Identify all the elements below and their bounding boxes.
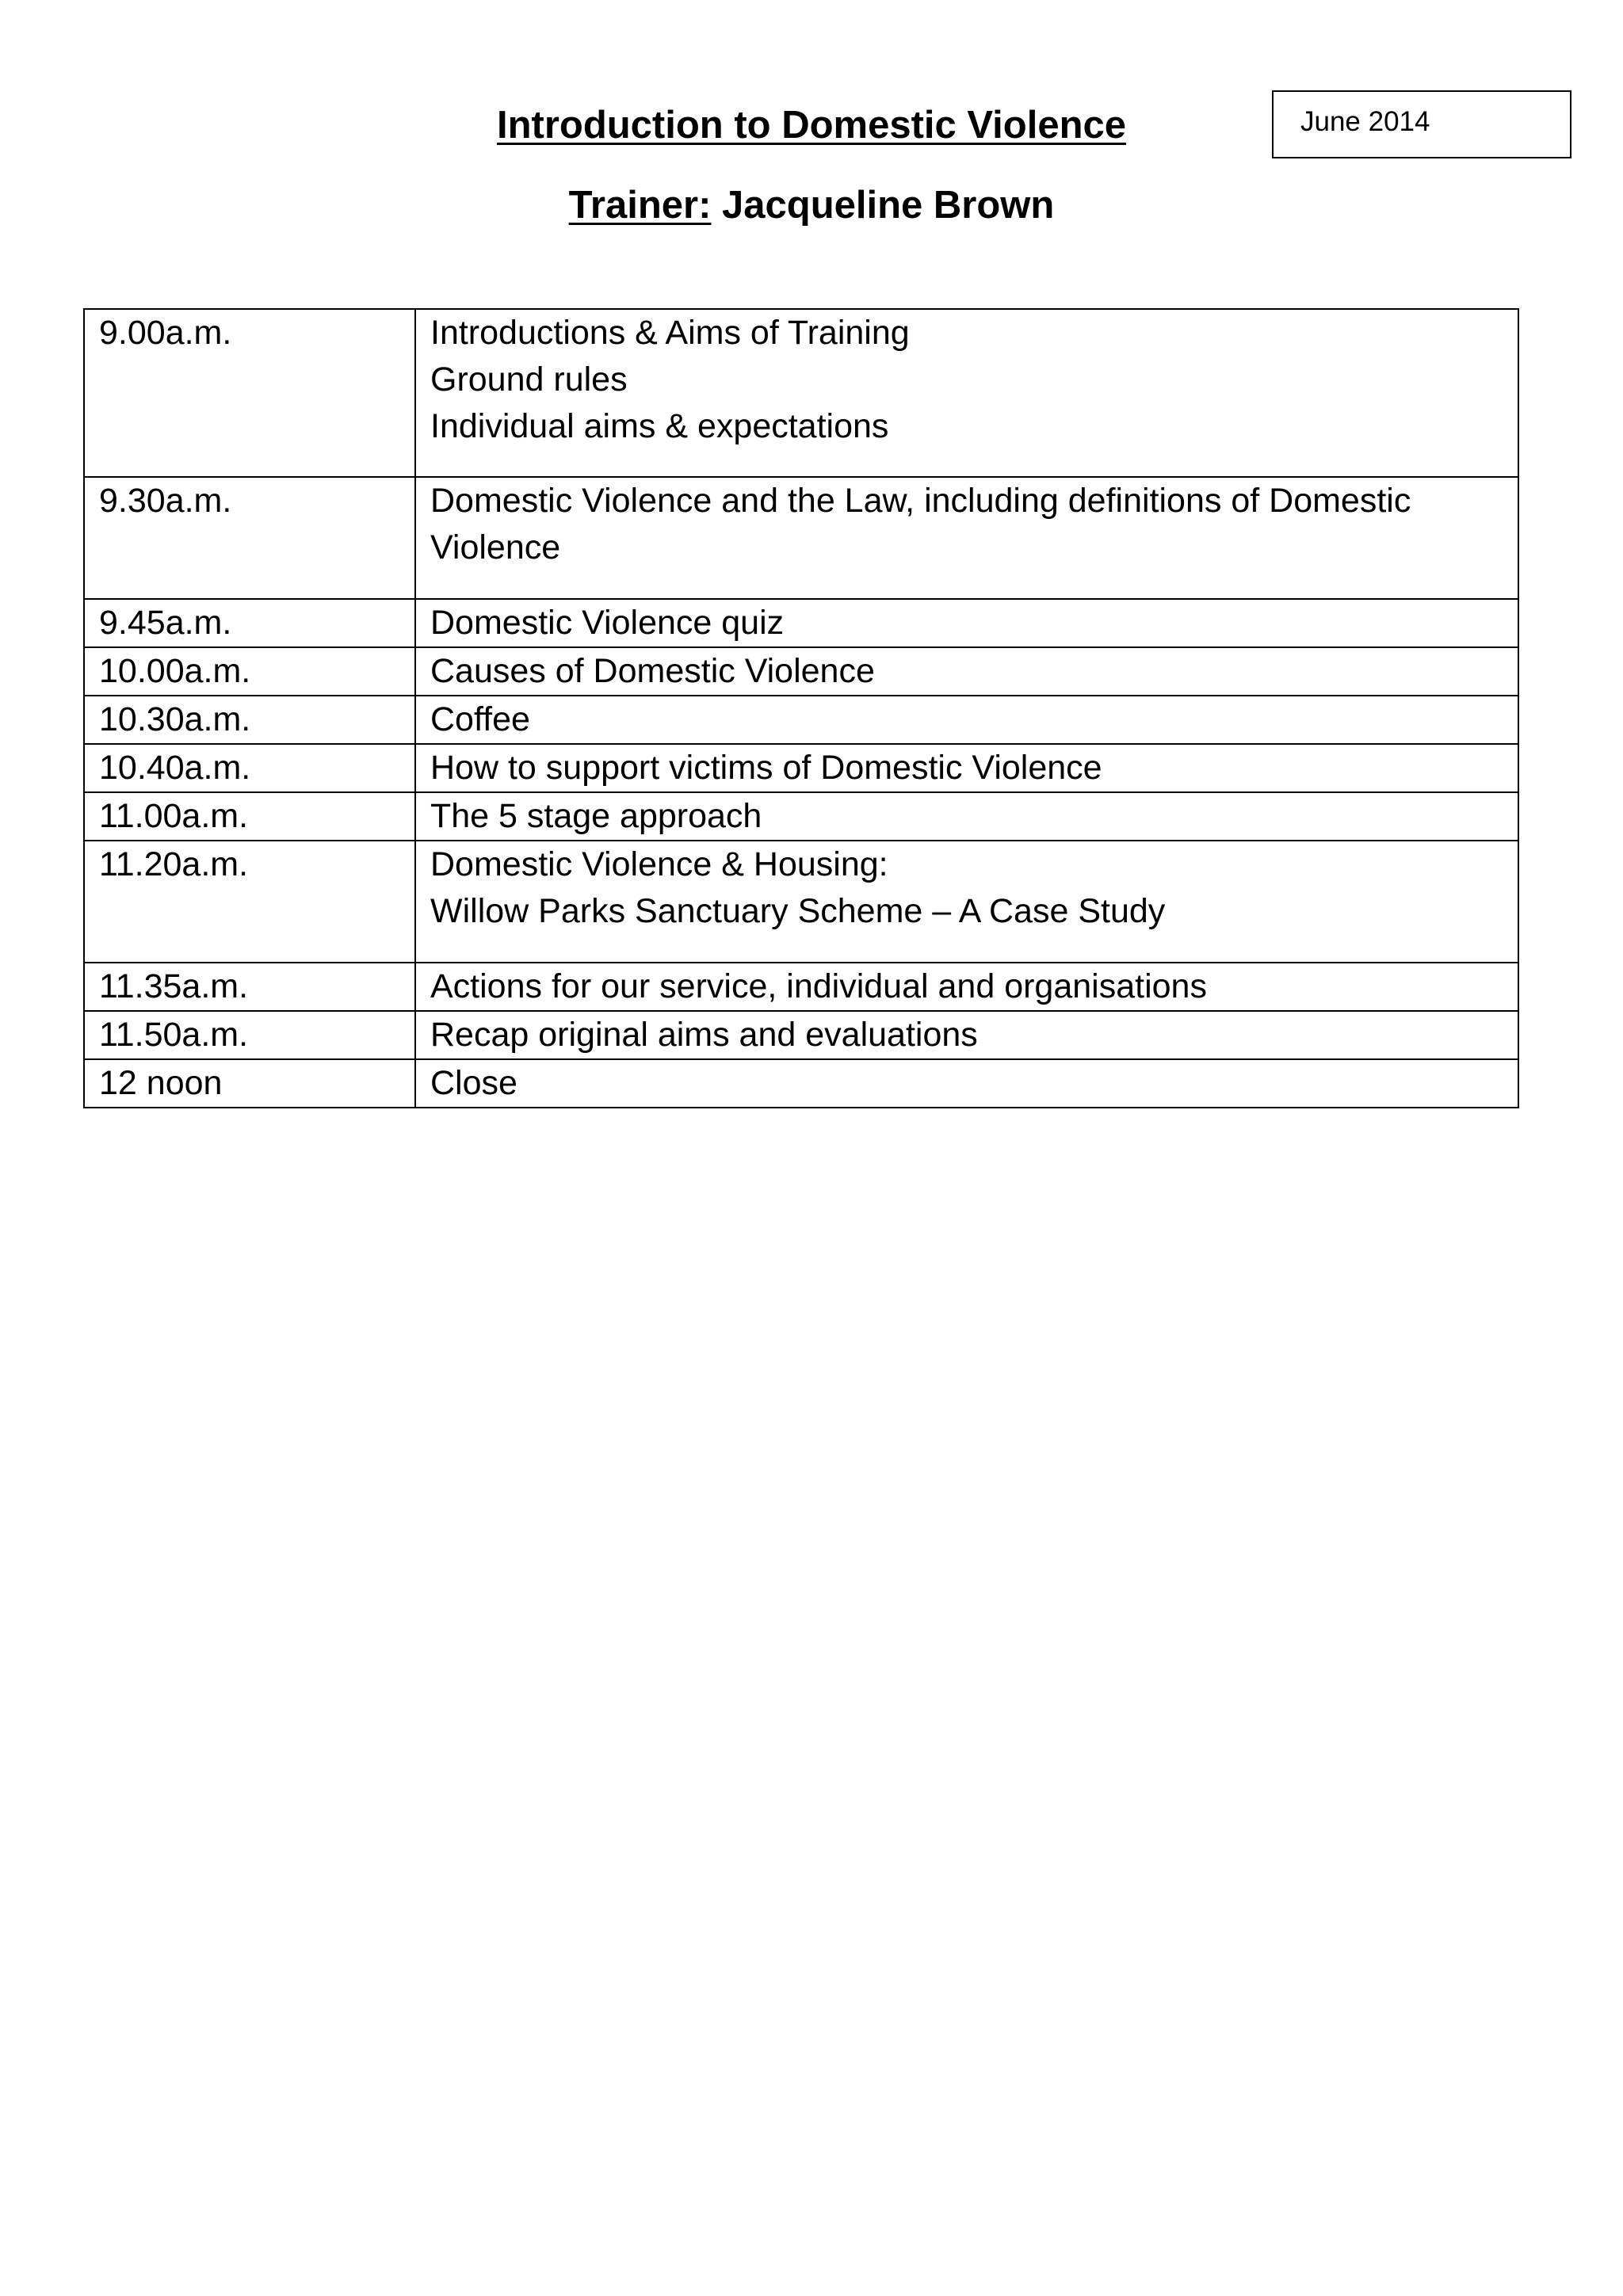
agenda-item-line: Recap original aims and evaluations xyxy=(430,1016,978,1054)
agenda-time: 9.00a.m. xyxy=(84,309,415,477)
agenda-table xyxy=(83,308,1519,1108)
agenda-time: 11.35a.m. xyxy=(84,963,415,1011)
agenda-item xyxy=(415,599,1518,647)
table-row xyxy=(84,309,1518,477)
table-row xyxy=(84,1011,1518,1059)
agenda-item-line: Individual aims & expectations xyxy=(430,407,889,445)
agenda-item xyxy=(415,1011,1518,1059)
table-row xyxy=(84,792,1518,841)
agenda-time: 9.45a.m. xyxy=(84,599,415,647)
agenda-item-line: Domestic Violence and the Law, including definitions of Domestic xyxy=(430,482,1411,520)
agenda-item xyxy=(415,744,1518,792)
trainer-label: Trainer: xyxy=(568,184,712,227)
trainer-name: Jacqueline Brown xyxy=(722,184,1055,227)
agenda-item-line: Actions for our service, individual and organisations xyxy=(430,967,1207,1005)
agenda-item-line: How to support victims of Domestic Violence xyxy=(430,749,1102,787)
agenda-item xyxy=(415,647,1518,696)
table-row xyxy=(84,744,1518,792)
agenda-item xyxy=(415,309,1518,477)
agenda-item-line: Causes of Domestic Violence xyxy=(430,652,875,690)
agenda-item xyxy=(415,792,1518,841)
agenda-time: 9.30a.m. xyxy=(84,477,415,599)
agenda-item xyxy=(415,963,1518,1011)
agenda-item-line: Domestic Violence & Housing: xyxy=(430,845,888,883)
agenda-item-line: The 5 stage approach xyxy=(430,797,762,835)
agenda-time: 11.50a.m. xyxy=(84,1011,415,1059)
agenda-time: 10.00a.m. xyxy=(84,647,415,696)
agenda-time: 10.40a.m. xyxy=(84,744,415,792)
agenda-item-line: Close xyxy=(430,1064,517,1102)
page-title-text: Introduction to Domestic Violence xyxy=(496,104,1127,147)
agenda-item xyxy=(415,477,1518,599)
table-row xyxy=(84,647,1518,696)
table-row xyxy=(84,841,1518,963)
table-row xyxy=(84,599,1518,647)
agenda-time: 11.20a.m. xyxy=(84,841,415,963)
table-row xyxy=(84,963,1518,1011)
table-row xyxy=(84,696,1518,744)
agenda-item xyxy=(415,841,1518,963)
agenda-body xyxy=(84,309,1518,1108)
agenda-item xyxy=(415,696,1518,744)
trainer-line xyxy=(0,181,1623,229)
document-date: June 2014 xyxy=(1300,106,1430,137)
agenda-time: 10.30a.m. xyxy=(84,696,415,744)
agenda-item xyxy=(415,1059,1518,1108)
agenda-item-line: Violence xyxy=(430,528,561,566)
agenda-time: 11.00a.m. xyxy=(84,792,415,841)
agenda-item-line: Willow Parks Sanctuary Scheme – A Case Study xyxy=(430,892,1166,930)
table-row xyxy=(84,1059,1518,1108)
page-title xyxy=(0,101,1623,149)
agenda-item-line: Ground rules xyxy=(430,360,628,399)
table-row xyxy=(84,477,1518,599)
agenda-item-line: Domestic Violence quiz xyxy=(430,604,785,642)
agenda-item-line: Introductions & Aims of Training xyxy=(430,314,910,352)
agenda-item-line: Coffee xyxy=(430,700,530,738)
agenda-time: 12 noon xyxy=(84,1059,415,1108)
